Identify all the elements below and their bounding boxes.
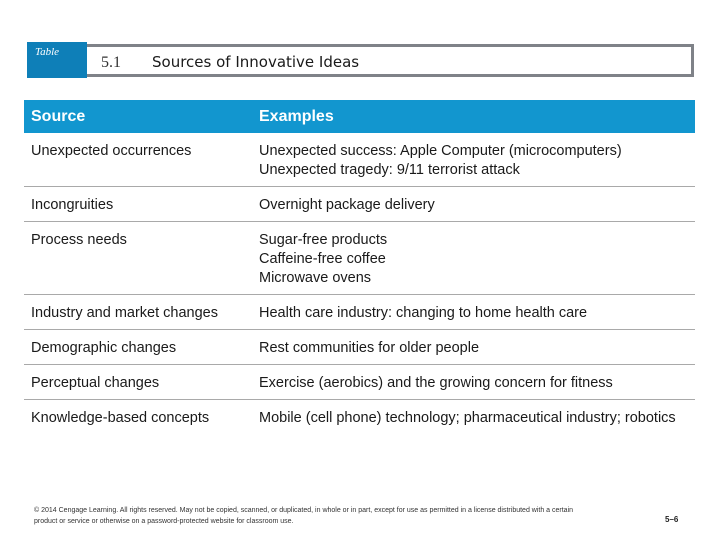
source-cell: Process needs <box>24 222 252 295</box>
sources-table <box>24 100 695 434</box>
table-row <box>24 222 695 295</box>
examples-cell <box>252 295 695 330</box>
example-line: Sugar-free products <box>259 232 388 248</box>
examples-cell <box>252 133 695 187</box>
column-header-source: Source <box>24 100 252 133</box>
source-cell: Perceptual changes <box>24 365 252 400</box>
example-line: Exercise (aerobics) and the growing concern for fitness <box>259 375 613 391</box>
copyright-notice: © 2014 Cengage Learning. All rights reserved. May not be copied, scanned, or duplicated, in whole or in part, except for use as permitted in a license distributed with a certain product or service or otherwise on a password-protected website for classroom use. <box>34 507 574 525</box>
source-cell: Incongruities <box>24 187 252 222</box>
page-title: Sources of Innovative Ideas <box>152 53 360 71</box>
examples-cell <box>252 400 695 435</box>
table-row <box>24 365 695 400</box>
table-row <box>24 295 695 330</box>
table-number: 5.1 <box>101 54 121 71</box>
example-line: Unexpected tragedy: 9/11 terrorist attack <box>259 162 520 178</box>
table-label-tag <box>27 42 87 78</box>
example-line: Caffeine-free coffee <box>259 251 386 267</box>
examples-cell <box>252 330 695 365</box>
examples-cell <box>252 187 695 222</box>
title-box <box>87 44 694 77</box>
table-header-row <box>24 100 695 133</box>
table-row <box>24 187 695 222</box>
page-number: 5–6 <box>665 515 679 524</box>
column-header-examples: Examples <box>252 100 695 133</box>
table-row <box>24 400 695 435</box>
table-row <box>24 330 695 365</box>
example-line: Mobile (cell phone) technology; pharmaceutical industry; robotics <box>259 410 676 426</box>
example-line: Health care industry: changing to home health care <box>259 305 588 321</box>
examples-cell <box>252 222 695 295</box>
example-line: Overnight package delivery <box>259 197 435 213</box>
example-line: Microwave ovens <box>259 270 372 286</box>
source-cell: Industry and market changes <box>24 295 252 330</box>
example-line: Rest communities for older people <box>259 340 480 356</box>
source-cell: Demographic changes <box>24 330 252 365</box>
source-cell: Knowledge-based concepts <box>31 410 210 426</box>
table-row <box>24 133 695 187</box>
source-cell: Unexpected occurrences <box>24 133 252 187</box>
table-tag-text: Table <box>35 46 60 58</box>
example-line: Unexpected success: Apple Computer (microcomputers) <box>259 143 622 159</box>
examples-cell <box>252 365 695 400</box>
